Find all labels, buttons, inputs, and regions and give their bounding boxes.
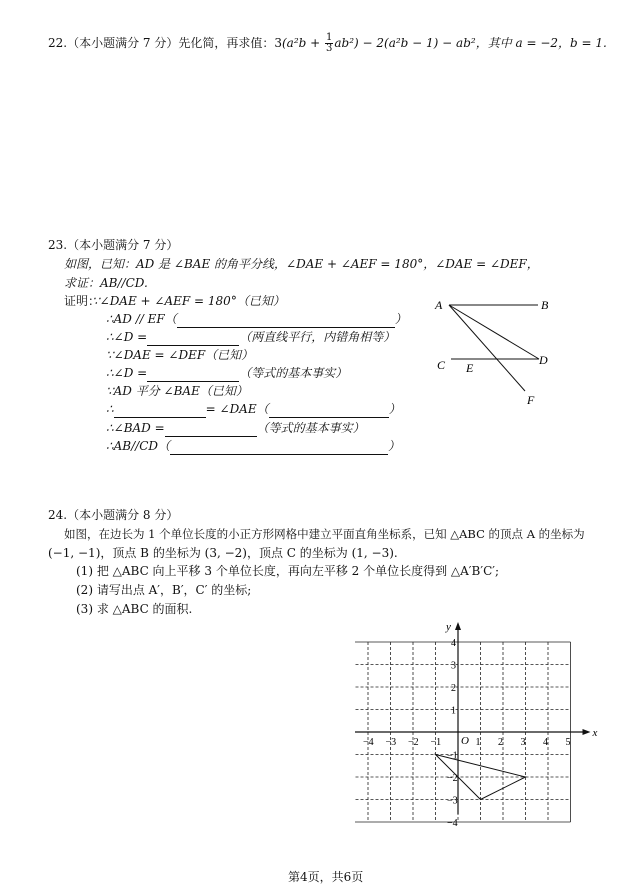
y-tick-label: 3 — [451, 660, 456, 672]
q24-text-2: (−1, −1)，顶点 B 的坐标为 (3, −2)，顶点 C 的坐标为 (1, −3). — [48, 546, 398, 560]
x-tick-label: 1 — [475, 737, 481, 748]
proof-step-7 — [106, 400, 401, 418]
answer-blank[interactable] — [170, 442, 388, 455]
answer-blank[interactable] — [114, 405, 206, 418]
x-axis-label: x — [592, 727, 598, 739]
proof-step-4 — [106, 346, 253, 364]
y-tick-label: 4 — [451, 638, 456, 649]
label-F: F — [527, 393, 535, 407]
proof-step-5 — [106, 364, 347, 382]
page-footer: 第4页，共6页 — [288, 870, 364, 884]
step-reason: （等式的基本事实） — [256, 421, 365, 435]
answer-blank[interactable] — [147, 333, 239, 346]
q23-prove: 求证：AB//CD. — [64, 276, 148, 290]
y-tick-label: −2 — [447, 773, 458, 784]
x-tick-label: −3 — [385, 737, 397, 748]
label-A: A — [435, 298, 443, 312]
axes — [355, 621, 598, 814]
step-text: ∴∠D = — [106, 366, 148, 380]
y-tick-label: −3 — [447, 795, 458, 807]
step-close: ） — [394, 312, 407, 326]
step-text: ∴∠D = — [106, 330, 148, 344]
y-axis-arrow — [455, 622, 461, 630]
step-reason: （等式的基本事实） — [239, 366, 348, 380]
answer-blank[interactable] — [269, 405, 389, 418]
q23-figure — [425, 292, 565, 412]
step-text: ∴ — [106, 402, 114, 416]
frac-den: 3 — [326, 43, 333, 54]
q23-header: 23.（本小题满分 7 分） — [48, 238, 179, 252]
answer-blank[interactable] — [147, 369, 239, 382]
frac-num: 1 — [326, 32, 333, 43]
proof-step-1 — [92, 292, 285, 310]
q22-line — [48, 33, 607, 54]
y-axis-label: y — [446, 621, 451, 633]
x-tick-label: −4 — [363, 737, 374, 748]
x-tick-label: 2 — [498, 737, 503, 748]
q22-expr-a: (a²b + — [282, 36, 325, 50]
step-text: ∴AD // EF（ — [106, 312, 177, 326]
label-E: E — [466, 361, 474, 375]
x-tick-label: −1 — [430, 737, 442, 748]
q23-proof-label: 证明： — [64, 294, 101, 308]
proof-step-9 — [106, 437, 400, 455]
x-tick-label: 5 — [565, 737, 571, 748]
proof-step-8 — [106, 419, 365, 437]
q24-item-2: (2) 请写出点 A′，B′，C′ 的坐标; — [76, 583, 252, 597]
q24-header: 24.（本小题满分 8 分） — [48, 508, 179, 522]
label-D: D — [539, 353, 548, 367]
answer-blank[interactable] — [165, 424, 257, 437]
y-tick-label: 2 — [451, 683, 456, 694]
y-tick-label: 1 — [451, 705, 456, 717]
x-tick-label: 4 — [543, 737, 548, 748]
step-text: ∵AD 平分 ∠BAE（已知） — [106, 384, 248, 398]
q24-item-3: (3) 求 △ABC 的面积. — [76, 602, 193, 616]
step-text: ∵∠DAE + ∠AEF = 180°（已知） — [92, 294, 285, 308]
y-tick-label: −4 — [447, 818, 458, 828]
step-close: ） — [388, 402, 401, 416]
step-text: ∴∠BAD = — [106, 421, 165, 435]
x-tick-label: 3 — [520, 737, 526, 748]
label-B: B — [541, 298, 549, 312]
q22-header: 22.（本小题满分 7 分）先化简，再求值： — [48, 36, 275, 50]
q22-expr-b: ab²) − 2(a²b − 1) − ab²，其中 a = −2，b = 1. — [334, 36, 607, 50]
answer-blank[interactable] — [177, 315, 395, 328]
proof-step-3 — [106, 328, 395, 346]
step-close: ） — [388, 439, 401, 453]
step-reason: （两直线平行，内错角相等） — [239, 330, 396, 344]
y-tick-label: −1 — [447, 750, 458, 762]
step-mid: = ∠DAE — [205, 402, 257, 416]
step-text: ∵∠DAE = ∠DEF（已知） — [106, 348, 254, 362]
step-open: （ — [256, 402, 269, 416]
q22-fraction — [325, 33, 333, 54]
q24-text-1: 如图，在边长为 1 个单位长度的小正方形网格中建立平面直角坐标系，已知 △ABC 的顶点 A 的坐标为 — [64, 527, 585, 541]
q23-intro: 如图，已知：AD 是 ∠BAE 的角平分线，∠DAE + ∠AEF = 180°，∠DAE = ∠DEF， — [64, 257, 539, 271]
origin-label: O — [461, 735, 469, 747]
x-axis-arrow — [583, 729, 591, 735]
q24-item-1: (1) 把 △ABC 向上平移 3 个单位长度，再向左平移 2 个单位长度得到 △A′B′C′; — [76, 564, 500, 578]
proof-step-2 — [106, 310, 407, 328]
proof-step-6 — [106, 382, 248, 400]
x-tick-label: −2 — [408, 737, 419, 748]
q22-expr-pre: 3 — [274, 36, 282, 50]
coordinate-grid — [355, 620, 605, 828]
label-C: C — [437, 358, 446, 372]
step-text: ∴AB//CD（ — [106, 439, 171, 453]
